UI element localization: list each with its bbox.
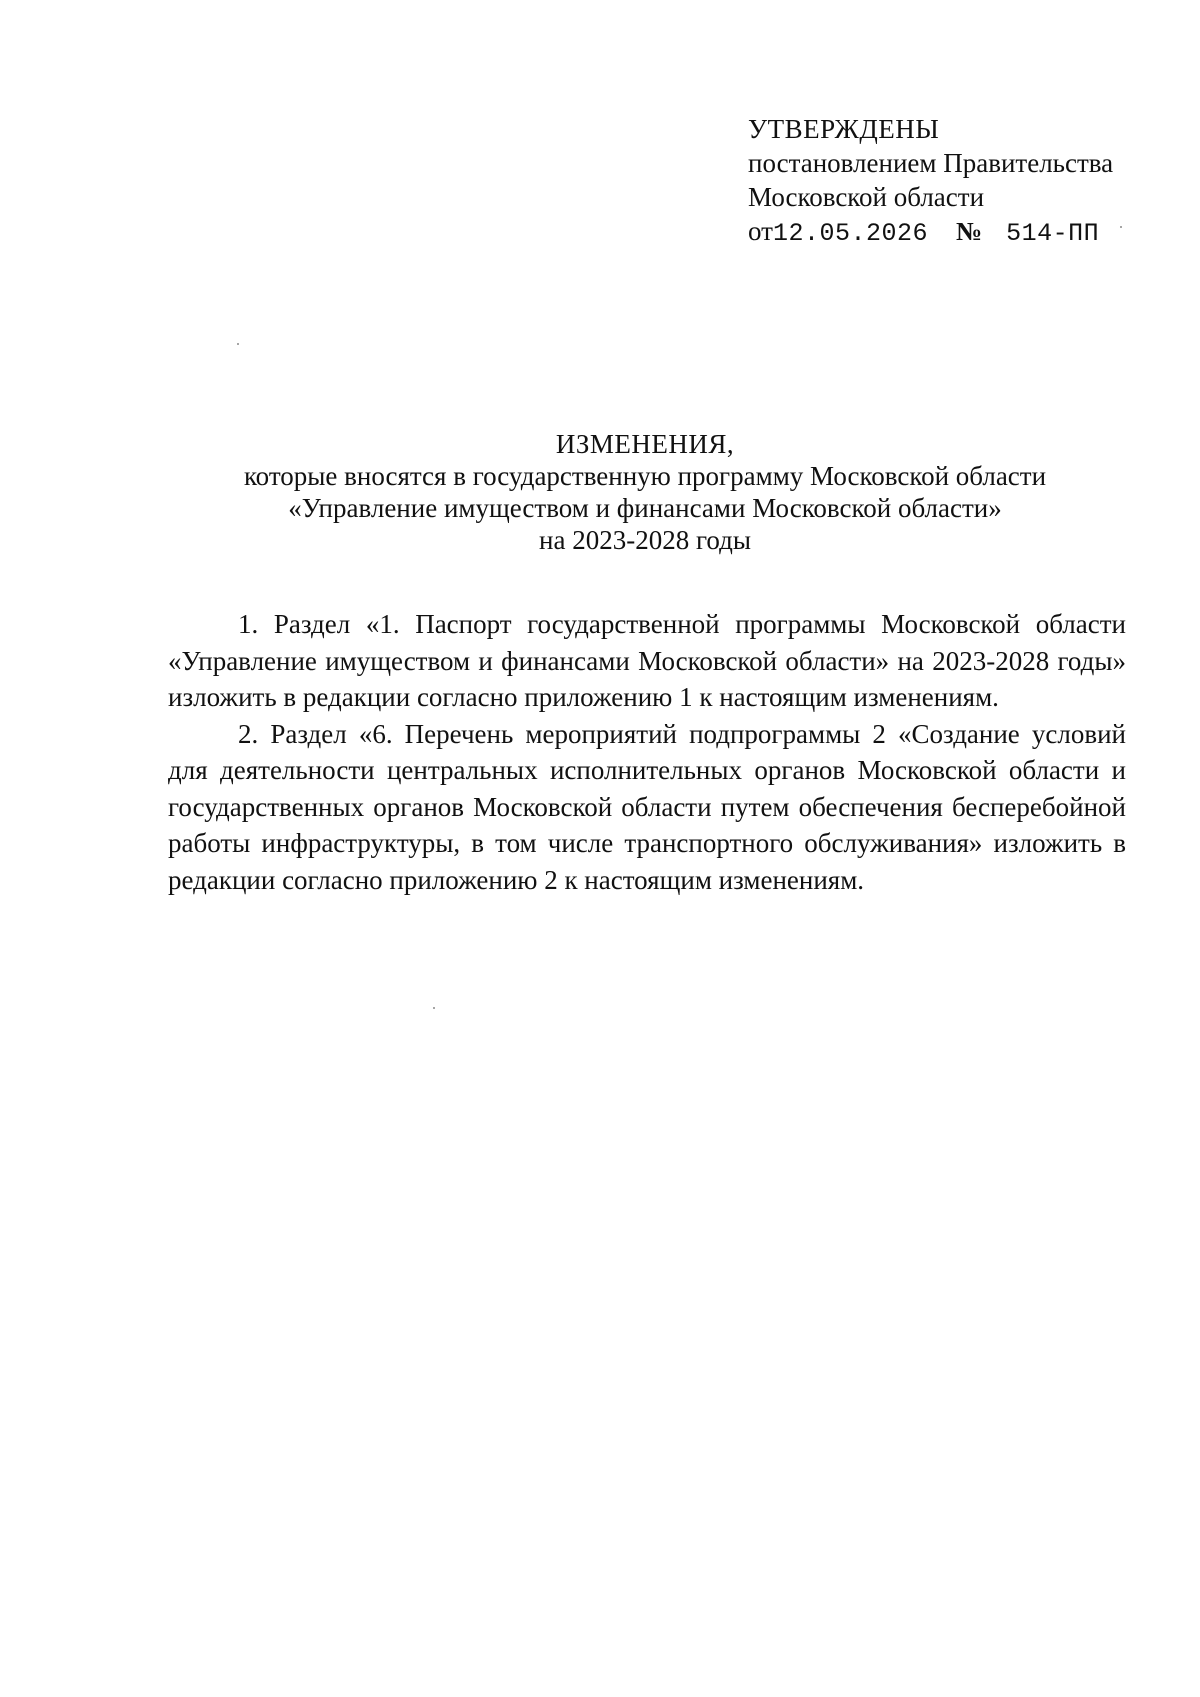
approval-line-2: Московской области bbox=[748, 182, 985, 212]
approval-line-1: постановлением Правительства bbox=[748, 148, 1114, 178]
paragraph-1: 1. Раздел «1. Паспорт государственной программы Московской области «Управление имуществом и финансами Московской области» на 2023-2028 годы» изложить в редакции согласно приложению 1 к настоящим изменениям. bbox=[168, 609, 1126, 712]
scan-speck bbox=[237, 343, 239, 345]
title-line-3: на 2023-2028 годы bbox=[539, 525, 751, 555]
scan-speck bbox=[1120, 226, 1122, 228]
approval-number: 514-ПП bbox=[1006, 219, 1100, 248]
document-body bbox=[168, 606, 1126, 898]
approval-date-prefix: от bbox=[748, 216, 773, 246]
approval-date: 12.05.2026 bbox=[772, 219, 928, 248]
document-title: ИЗМЕНЕНИЯ, bbox=[555, 429, 735, 459]
approval-date-line bbox=[748, 214, 1168, 251]
paragraph-2: 2. Раздел «6. Перечень мероприятий подпрограммы 2 «Создание условий для деятельности центральных исполнительных органов Московской области и государственных органов Московской области путем обеспечения бесперебойной работы инфраструктуры, в том числе транспортного обслуживания» изложить в редакции согласно приложению 2 к настоящим изменениям. bbox=[168, 718, 1126, 895]
title-line-1: которые вносятся в государственную программу Московской области bbox=[243, 461, 1047, 491]
approval-heading: УТВЕРЖДЕНЫ bbox=[748, 114, 940, 144]
document-title-block bbox=[160, 428, 1130, 556]
approval-stamp bbox=[748, 112, 1168, 251]
scan-speck bbox=[433, 1007, 435, 1009]
approval-number-sign: № bbox=[955, 217, 983, 246]
title-line-2: «Управление имуществом и финансами Московской области» bbox=[288, 493, 1002, 523]
